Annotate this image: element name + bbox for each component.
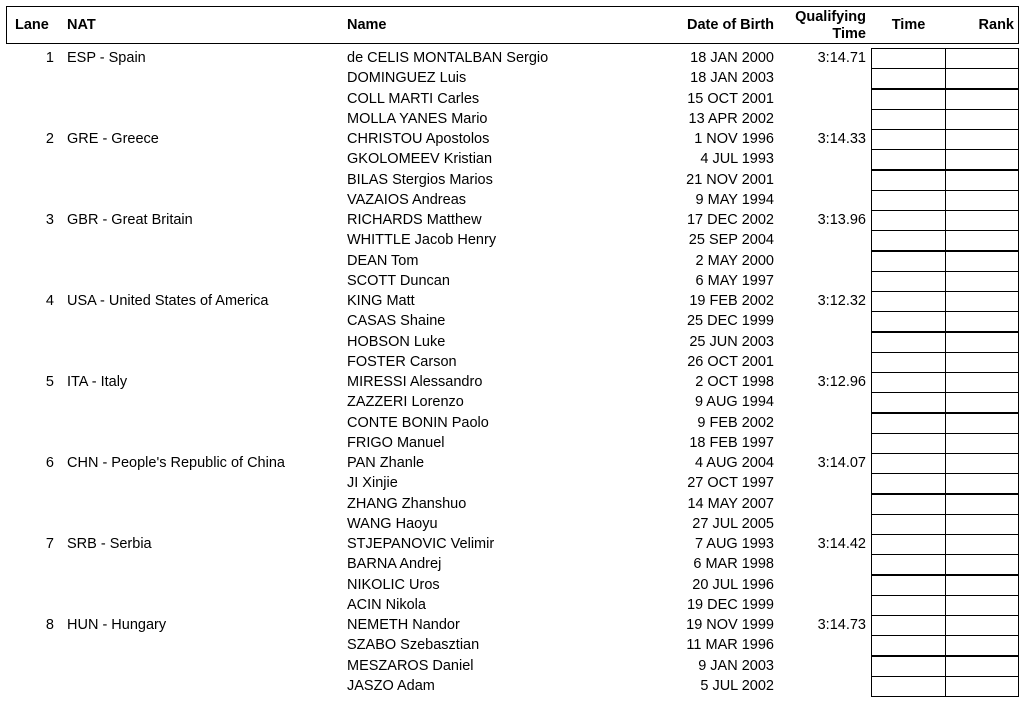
date-of-birth: 9 FEB 2002	[697, 414, 774, 431]
date-of-birth: 9 JAN 2003	[698, 657, 774, 674]
athlete-name: de CELIS MONTALBAN Sergio	[347, 50, 549, 66]
time-box[interactable]	[871, 48, 946, 69]
header-box	[6, 6, 1019, 44]
date-of-birth: 6 MAR 1998	[693, 556, 774, 573]
qualifying-time: 3:12.32	[817, 293, 866, 309]
rank-box[interactable]	[945, 433, 1019, 454]
rank-box[interactable]	[945, 149, 1019, 170]
time-box[interactable]	[871, 514, 946, 535]
athlete-name: RICHARDS Matthew	[347, 212, 482, 228]
time-box[interactable]	[871, 291, 946, 312]
time-box[interactable]	[871, 311, 946, 332]
rank-box[interactable]	[945, 251, 1019, 272]
date-of-birth: 2 MAY 2000	[695, 252, 774, 269]
qualifying-time: 3:14.42	[817, 536, 866, 552]
athlete-name: WHITTLE Jacob Henry	[347, 232, 497, 249]
athlete-name: VAZAIOS Andreas	[347, 191, 467, 208]
lane-number: 7	[45, 536, 54, 552]
date-of-birth: 21 NOV 2001	[686, 171, 774, 188]
time-box[interactable]	[871, 413, 946, 434]
nation: ESP - Spain	[67, 50, 146, 66]
date-of-birth: 26 OCT 2001	[687, 353, 774, 370]
rank-box[interactable]	[945, 190, 1019, 211]
time-box[interactable]	[871, 352, 946, 373]
date-of-birth: 9 MAY 1994	[695, 191, 774, 208]
lane-number: 1	[45, 50, 54, 66]
rank-box[interactable]	[945, 311, 1019, 332]
time-box[interactable]	[871, 534, 946, 555]
athlete-name: FOSTER Carson	[347, 353, 457, 370]
athlete-name: SZABO Szebasztian	[347, 637, 480, 654]
athlete-name: JASZO Adam	[347, 677, 435, 694]
qualifying-time: 3:13.96	[817, 212, 866, 228]
time-box[interactable]	[871, 473, 946, 494]
date-of-birth: 6 MAY 1997	[695, 272, 774, 289]
rank-box[interactable]	[945, 615, 1019, 636]
rank-box[interactable]	[945, 230, 1019, 251]
date-of-birth: 25 SEP 2004	[688, 232, 774, 249]
lane-number: 4	[45, 293, 54, 309]
qualifying-time: 3:14.73	[817, 617, 866, 633]
time-box[interactable]	[871, 170, 946, 191]
time-box[interactable]	[871, 68, 946, 89]
time-box[interactable]	[871, 89, 946, 110]
athlete-name: BILAS Stergios Marios	[347, 171, 493, 188]
date-of-birth: 27 JUL 2005	[692, 515, 774, 532]
rank-box[interactable]	[945, 575, 1019, 596]
rank-box[interactable]	[945, 392, 1019, 413]
rank-box[interactable]	[945, 413, 1019, 434]
header-name: Name	[347, 17, 387, 33]
rank-box[interactable]	[945, 352, 1019, 373]
rank-box[interactable]	[945, 271, 1019, 292]
nation: ITA - Italy	[67, 374, 128, 390]
header-nat: NAT	[67, 17, 96, 33]
date-of-birth: 4 JUL 1993	[700, 151, 774, 168]
time-box[interactable]	[871, 332, 946, 353]
date-of-birth: 7 AUG 1993	[695, 536, 774, 552]
rank-box[interactable]	[945, 129, 1019, 150]
rank-box[interactable]	[945, 453, 1019, 474]
athlete-name: CHRISTOU Apostolos	[347, 131, 490, 147]
athlete-name: MIRESSI Alessandro	[347, 374, 483, 390]
date-of-birth: 18 JAN 2000	[690, 50, 774, 66]
time-box[interactable]	[871, 392, 946, 413]
rank-box[interactable]	[945, 635, 1019, 656]
athlete-name: WANG Haoyu	[347, 515, 438, 532]
date-of-birth: 17 DEC 2002	[686, 212, 774, 228]
athlete-name: HOBSON Luke	[347, 333, 446, 350]
nation: HUN - Hungary	[67, 617, 167, 633]
rank-box[interactable]	[945, 332, 1019, 353]
date-of-birth: 4 AUG 2004	[695, 455, 774, 471]
rank-box[interactable]	[945, 534, 1019, 555]
athlete-name: ACIN Nikola	[347, 596, 426, 613]
athlete-name: NIKOLIC Uros	[347, 576, 440, 593]
rank-box[interactable]	[945, 514, 1019, 535]
time-box[interactable]	[871, 554, 946, 575]
time-box[interactable]	[871, 190, 946, 211]
time-box[interactable]	[871, 595, 946, 616]
athlete-name: DEAN Tom	[347, 252, 419, 269]
lane-number: 8	[45, 617, 54, 633]
date-of-birth: 25 DEC 1999	[686, 313, 774, 330]
date-of-birth: 18 JAN 2003	[690, 70, 774, 87]
time-box[interactable]	[871, 575, 946, 596]
time-box[interactable]	[871, 251, 946, 272]
date-of-birth: 1 NOV 1996	[694, 131, 774, 147]
athlete-name: ZHANG Zhanshuo	[347, 495, 467, 512]
athlete-name: NEMETH Nandor	[347, 617, 460, 633]
date-of-birth: 18 FEB 1997	[689, 434, 774, 451]
nation: USA - United States of America	[67, 293, 269, 309]
athlete-name: FRIGO Manuel	[347, 434, 445, 451]
date-of-birth: 19 NOV 1999	[686, 617, 774, 633]
date-of-birth: 9 AUG 1994	[695, 394, 774, 411]
nation: SRB - Serbia	[67, 536, 152, 552]
athlete-name: SCOTT Duncan	[347, 272, 450, 289]
rank-box[interactable]	[945, 595, 1019, 616]
header-qualifying-time	[770, 9, 866, 43]
athlete-name: JI Xinjie	[347, 475, 398, 492]
qualifying-time: 3:14.71	[817, 50, 866, 66]
rank-box[interactable]	[945, 554, 1019, 575]
nation: GRE - Greece	[67, 131, 159, 147]
athlete-name: PAN Zhanle	[347, 455, 425, 471]
time-box[interactable]	[871, 433, 946, 454]
lane-number: 2	[45, 131, 54, 147]
nation: GBR - Great Britain	[67, 212, 193, 228]
date-of-birth: 19 FEB 2002	[689, 293, 774, 309]
time-box[interactable]	[871, 656, 946, 677]
qualifying-time: 3:14.07	[817, 455, 866, 471]
rank-box[interactable]	[945, 473, 1019, 494]
time-box[interactable]	[871, 109, 946, 130]
date-of-birth: 5 JUL 2002	[700, 677, 774, 694]
athlete-name: ZAZZERI Lorenzo	[347, 394, 464, 411]
rank-box[interactable]	[945, 109, 1019, 130]
lane-number: 5	[45, 374, 54, 390]
lane-number: 6	[45, 455, 54, 471]
time-box[interactable]	[871, 271, 946, 292]
time-box[interactable]	[871, 230, 946, 251]
time-box[interactable]	[871, 635, 946, 656]
date-of-birth: 27 OCT 1997	[687, 475, 774, 492]
header-qualifying-line2: Time	[832, 26, 866, 42]
rank-box[interactable]	[945, 210, 1019, 231]
time-box[interactable]	[871, 494, 946, 515]
athlete-name: BARNA Andrej	[347, 556, 442, 573]
rank-box[interactable]	[945, 494, 1019, 515]
nation: CHN - People's Republic of China	[67, 455, 285, 471]
date-of-birth: 13 APR 2002	[688, 110, 774, 127]
qualifying-time: 3:14.33	[817, 131, 866, 147]
athlete-name: MESZAROS Daniel	[347, 657, 474, 674]
lane-number: 3	[45, 212, 54, 228]
athlete-name: CONTE BONIN Paolo	[347, 414, 489, 431]
date-of-birth: 20 JUL 1996	[692, 576, 774, 593]
time-box[interactable]	[871, 453, 946, 474]
date-of-birth: 15 OCT 2001	[687, 90, 774, 107]
date-of-birth: 11 MAR 1996	[686, 637, 774, 654]
date-of-birth: 25 JUN 2003	[689, 333, 774, 350]
rank-box[interactable]	[945, 656, 1019, 677]
time-box[interactable]	[871, 615, 946, 636]
time-box[interactable]	[871, 372, 946, 393]
athlete-name: COLL MARTI Carles	[347, 90, 480, 107]
qualifying-time: 3:12.96	[817, 374, 866, 390]
header-lane: Lane	[15, 17, 49, 33]
time-box[interactable]	[871, 129, 946, 150]
athlete-name: GKOLOMEEV Kristian	[347, 151, 493, 168]
athlete-name: MOLLA YANES Mario	[347, 110, 488, 127]
header-time: Time	[891, 17, 926, 33]
rank-box[interactable]	[945, 89, 1019, 110]
athlete-name: STJEPANOVIC Velimir	[347, 536, 495, 552]
date-of-birth: 14 MAY 2007	[687, 495, 774, 512]
header-date-of-birth: Date of Birth	[687, 17, 774, 33]
rank-box[interactable]	[945, 170, 1019, 191]
time-box[interactable]	[871, 676, 946, 697]
date-of-birth: 2 OCT 1998	[695, 374, 774, 390]
time-box[interactable]	[871, 149, 946, 170]
header-rank: Rank	[978, 17, 1014, 33]
rank-box[interactable]	[945, 291, 1019, 312]
rank-box[interactable]	[945, 676, 1019, 697]
athlete-name: KING Matt	[347, 293, 415, 309]
rank-box[interactable]	[945, 48, 1019, 69]
athlete-name: DOMINGUEZ Luis	[347, 70, 467, 87]
time-box[interactable]	[871, 210, 946, 231]
athlete-name: CASAS Shaine	[347, 313, 446, 330]
date-of-birth: 19 DEC 1999	[686, 596, 774, 613]
header-qualifying-line1: Qualifying	[795, 9, 866, 25]
rank-box[interactable]	[945, 372, 1019, 393]
rank-box[interactable]	[945, 68, 1019, 89]
